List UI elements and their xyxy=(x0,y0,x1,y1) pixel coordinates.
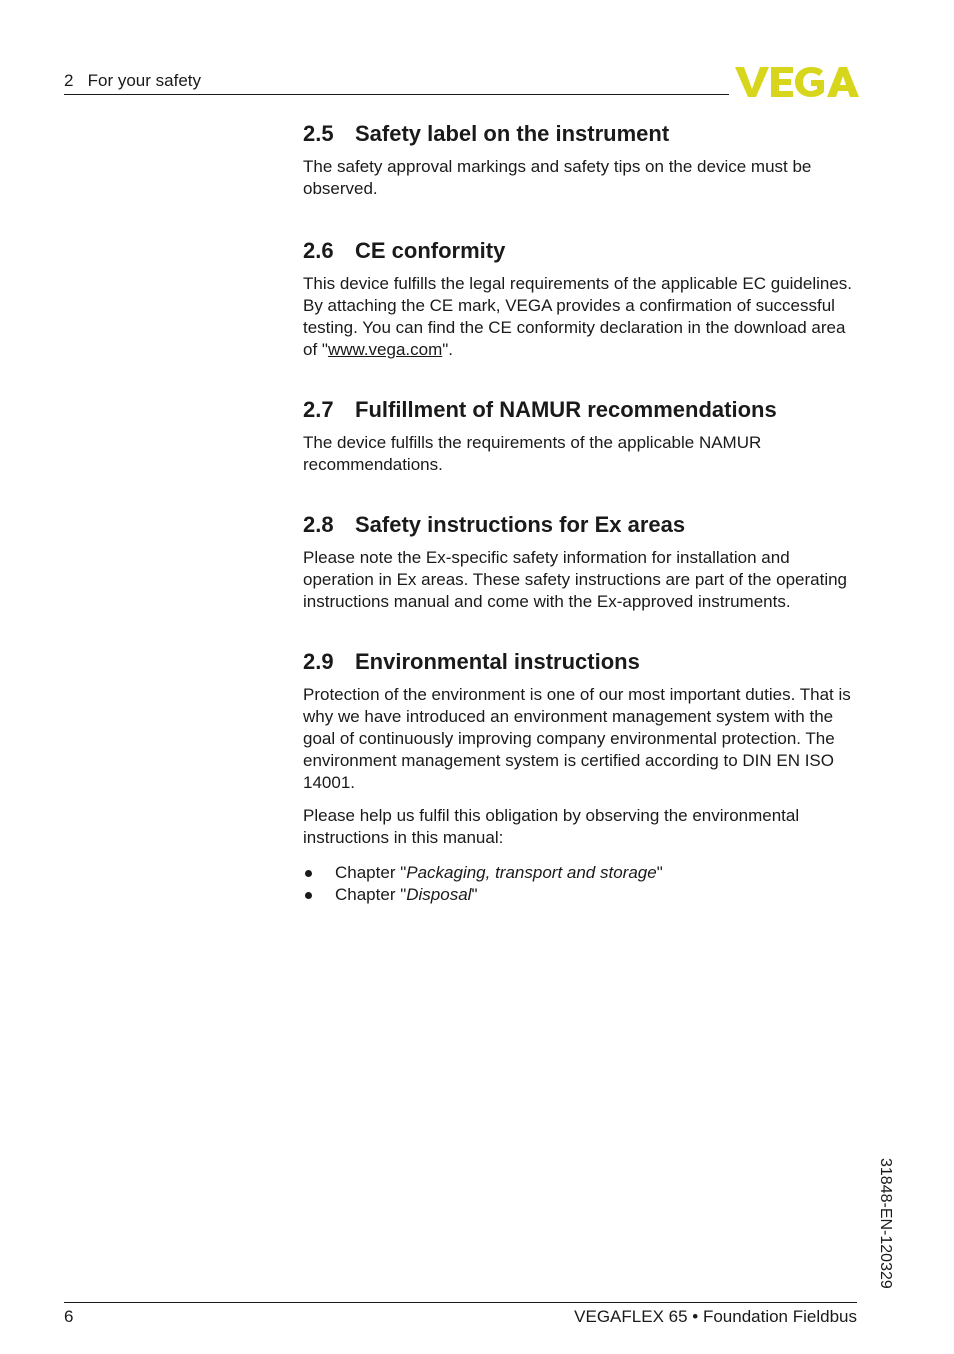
footer-doc-title: VEGAFLEX 65 • Foundation Fieldbus xyxy=(574,1307,857,1326)
section-heading xyxy=(303,511,863,539)
footer-rule xyxy=(64,1302,857,1303)
section-2-9 xyxy=(303,648,863,906)
section-paragraph xyxy=(303,273,863,361)
section-title: Safety instructions for Ex areas xyxy=(355,512,686,537)
section-heading xyxy=(303,648,863,676)
section-paragraph: Please help us fulfil this obligation by observing the environmental instructions in this manual: xyxy=(303,806,800,847)
section-title: Environmental instructions xyxy=(355,649,640,674)
section-number: 2.8 xyxy=(303,512,334,537)
vega-website-link[interactable]: www.vega.com xyxy=(327,340,443,359)
page-number: 6 xyxy=(64,1307,74,1326)
bullet-prefix: Chapter " xyxy=(335,885,407,904)
bullet-suffix: " xyxy=(656,863,663,882)
section-2-5 xyxy=(303,120,863,200)
chapter-reference: Packaging, transport and storage xyxy=(406,863,657,882)
bullet-icon xyxy=(305,892,312,899)
section-heading xyxy=(303,396,863,424)
list-item xyxy=(303,862,863,884)
section-title: Fulfillment of NAMUR recommendations xyxy=(355,397,777,422)
section-number: 2.6 xyxy=(303,238,334,263)
section-paragraph: Please note the Ex-specific safety information for installation and operation in Ex areas. These safety instructions are part of the operating instructions manual and come with the Ex-approved instruments. xyxy=(303,548,847,611)
section-heading xyxy=(303,120,863,148)
document-code: 31848-EN-120329 xyxy=(877,1158,894,1289)
paragraph-text: This device fulfills the legal requirements of the applicable EC guidelines. By attaching the CE mark, VEGA provides a confirmation of successful testing. You can find the CE conformity declaration in the download area of " xyxy=(303,274,853,359)
bullet-icon xyxy=(305,870,312,877)
list-item xyxy=(303,884,863,906)
bullet-suffix: " xyxy=(471,885,478,904)
main-content xyxy=(303,120,863,906)
vega-logo xyxy=(735,65,859,99)
section-heading xyxy=(303,237,863,265)
section-paragraph: The device fulfills the requirements of the applicable NAMUR recommendations. xyxy=(303,433,762,474)
section-number: 2.9 xyxy=(303,649,334,674)
section-title: CE conformity xyxy=(355,238,506,263)
section-2-8 xyxy=(303,511,863,613)
section-paragraph: Protection of the environment is one of our most important duties. That is why we have introduced an environment management system with the goal of continuously improving company environmental protection. The environment management system is certified according to DIN EN ISO 14001. xyxy=(303,685,851,792)
section-2-7 xyxy=(303,396,863,476)
section-paragraph: The safety approval markings and safety tips on the device must be observed. xyxy=(303,157,812,198)
chapter-list xyxy=(303,862,863,906)
header-rule xyxy=(64,94,729,95)
section-number: 2.7 xyxy=(303,397,334,422)
bullet-prefix: Chapter " xyxy=(335,863,407,882)
section-2-6 xyxy=(303,237,863,361)
section-number: 2.5 xyxy=(303,121,334,146)
header-section-title: 2 For your safety xyxy=(64,71,201,90)
chapter-reference: Disposal xyxy=(406,885,472,904)
section-title: Safety label on the instrument xyxy=(355,121,670,146)
paragraph-text: ". xyxy=(442,340,454,359)
